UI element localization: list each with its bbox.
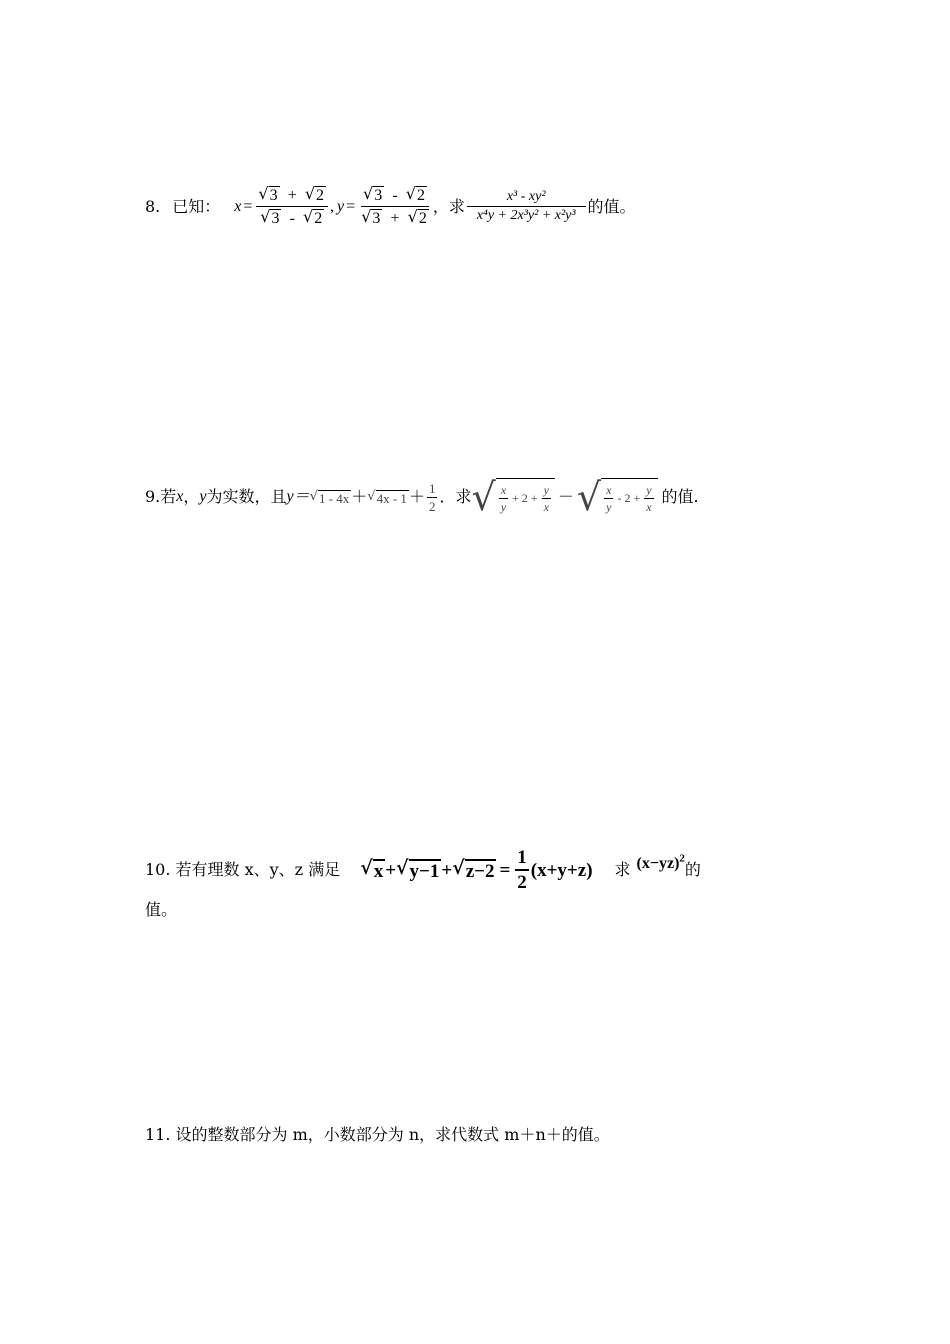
question-10 [145, 848, 701, 892]
q9-half: $\frac{1}{2}$ [428, 480, 436, 514]
q9-radical-2: √ 4x - 1 [367, 488, 407, 506]
q8-expression [467, 190, 586, 223]
question-11: 11. 设的整数部分为 m，小数部分为 n，求代数式 m＋n＋的值。 [145, 1125, 610, 1144]
q9-plus-1: ＋ [351, 487, 368, 506]
q9-x: x [176, 488, 184, 505]
q9-ask: ．求 [439, 487, 472, 506]
q9-plus-2: ＋ [408, 487, 425, 506]
q8-x-fraction: √ 3 + √ 2 √ 3 - √ 2 [256, 186, 328, 227]
q9-sep: ， [183, 487, 200, 506]
q10-ask: 求 [614, 860, 631, 879]
q9-eq: y＝ [286, 488, 310, 505]
q8-expression-numerator: x³ - xy² [467, 190, 586, 207]
q8-intro: 已知： [172, 196, 221, 216]
question-9 [145, 475, 699, 519]
q8-x-var: x [234, 197, 242, 215]
q10-target: $(x-yz)^2$ [636, 852, 685, 872]
q9-mid: 为实数，且 [206, 487, 287, 506]
q8-y-fraction: √ 3 - √ 2 √ 3 + √ 2 [359, 186, 431, 227]
q8-eq-2: = [346, 197, 356, 215]
q10-equation: √ x + √ y−1 + √ z−2 = $\frac{1}{2}$ (x+y+z) [360, 847, 593, 893]
q10-tail-2: 值。 [145, 900, 178, 919]
q8-number: 8. [145, 196, 161, 216]
q10-tail-1: 的 [684, 860, 701, 879]
q9-lead: 9.若 [145, 487, 177, 506]
q9-radical-1: √ 1 - 4x [309, 488, 350, 506]
q9-tail: 的值. [661, 487, 699, 506]
q8-y-var: y [337, 197, 345, 215]
q8-eq-1: = [243, 197, 253, 215]
q9-big-radical-2: √ $\frac{x}{y}$ - 2 + $\frac{y}{x}$ [577, 478, 658, 516]
q8-comma: , [330, 197, 335, 215]
q9-y: y [199, 488, 207, 505]
q10-lead: 10. 若有理数 x、y、z 满足 [145, 860, 341, 879]
q8-expression-denominator: x⁴y + 2x³y² + x²y³ [476, 208, 576, 223]
q8-ask: ，求 [432, 196, 465, 216]
q8-tail: 的值。 [587, 196, 636, 216]
question-8 [145, 186, 636, 227]
q9-minus: － [557, 487, 574, 506]
q9-big-radical-1: √ $\frac{x}{y}$ + 2 + $\frac{y}{x}$ [471, 478, 554, 516]
